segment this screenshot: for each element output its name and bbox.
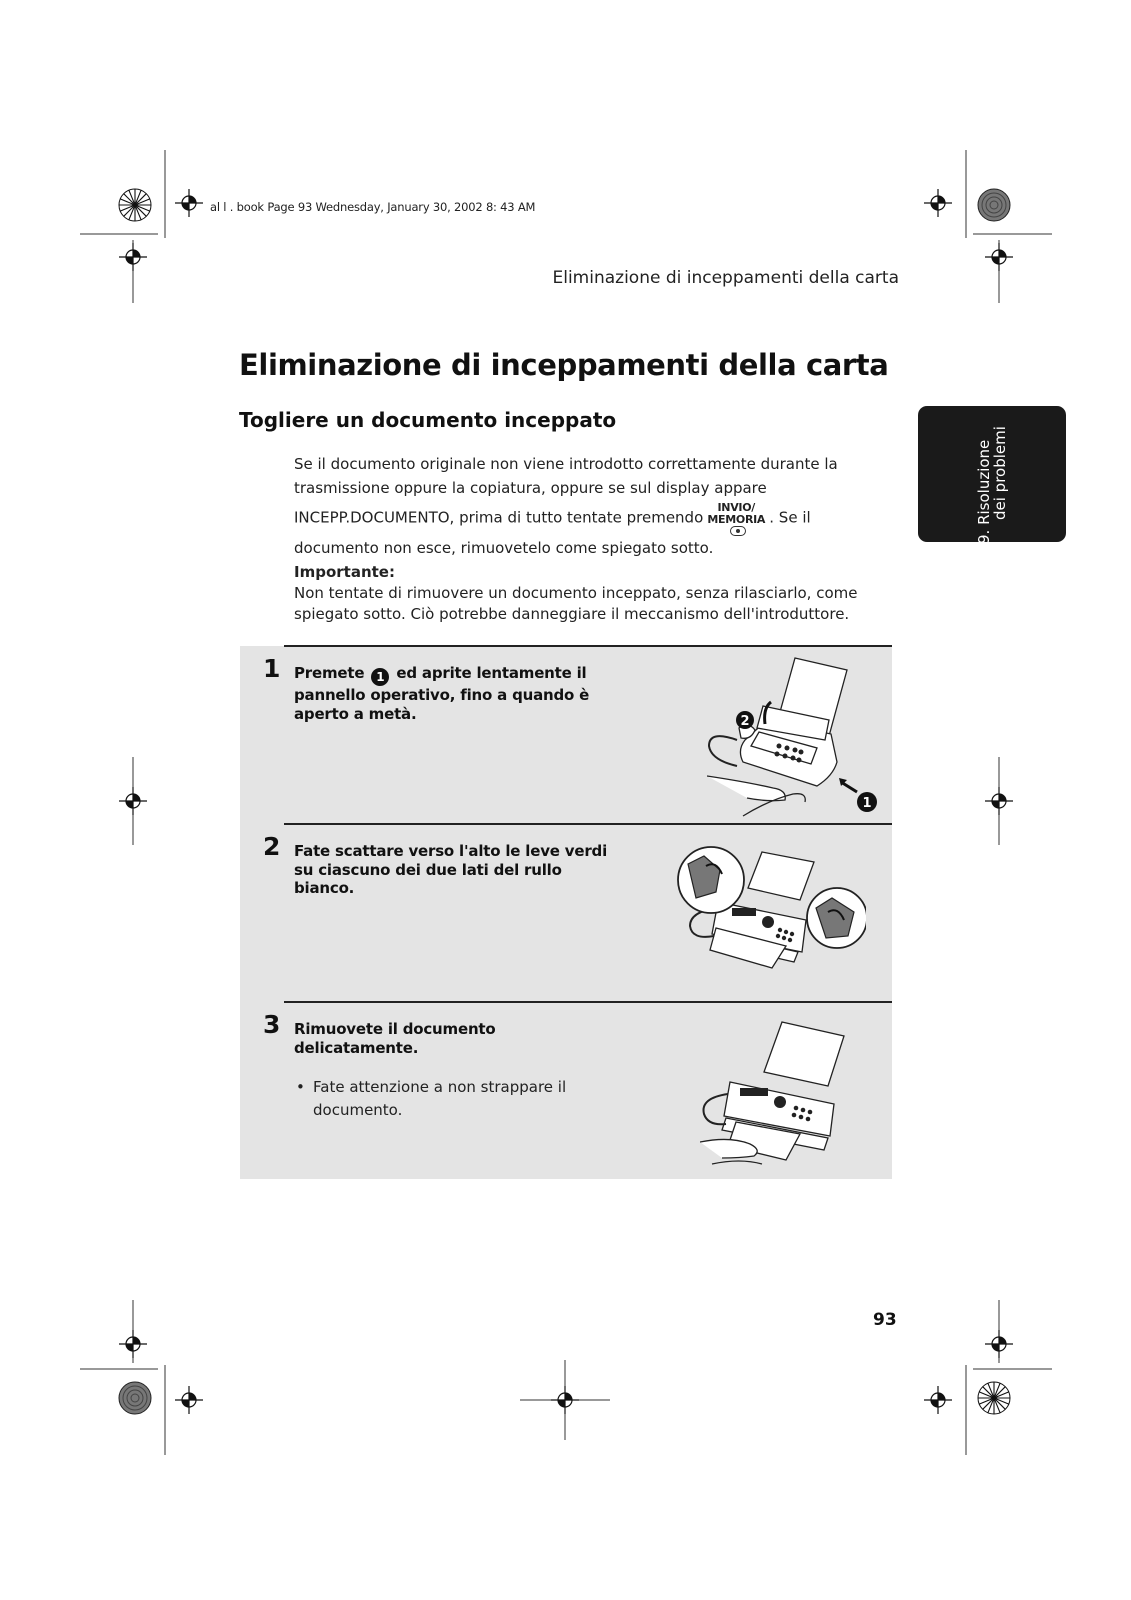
step-instruction: Fate scattare verso l'alto le leve verdi su ciascuno dei due lati del rullo bianco. — [294, 842, 608, 897]
page-title: Eliminazione di inceppamenti della carta — [239, 348, 889, 382]
important-label: Importante: — [294, 563, 395, 581]
intro-line: trasmissione oppure la copiatura, oppure se sul display appare — [294, 479, 767, 497]
callout-1: 1 — [862, 796, 872, 811]
page-number: 93 — [873, 1310, 897, 1330]
chapter-tab-line: 9. Risoluzione — [975, 439, 993, 544]
step-text: Premete — [294, 664, 365, 682]
step-number: 2 — [263, 832, 281, 861]
step-divider — [284, 823, 892, 825]
running-header: Eliminazione di inceppamenti della carta — [552, 268, 899, 288]
intro-line: Se il documento originale non viene introdotto correttamente durante la — [294, 455, 838, 473]
key-label-top: INVIO/ — [717, 501, 755, 514]
marker-1-icon: 1 — [371, 668, 389, 686]
key-indicator-icon — [730, 526, 746, 536]
step-number: 3 — [263, 1010, 281, 1039]
invio-memoria-key-icon — [707, 500, 765, 536]
chapter-tab-line: dei problemi — [991, 426, 1009, 520]
bullet-icon: • — [296, 1078, 305, 1096]
intro-paragraph — [294, 452, 869, 560]
chapter-tab-label — [976, 404, 1008, 544]
fax-open-panel-illustration — [707, 650, 882, 820]
step-divider — [284, 1001, 892, 1003]
chapter-tab — [918, 406, 1066, 542]
key-label-bottom: MEMORIA — [707, 513, 766, 526]
step-instruction — [294, 664, 614, 723]
fax-remove-document-illustration — [700, 1018, 860, 1168]
important-text: Non tentate di rimuovere un documento inceppato, senza rilasciarlo, come spiegato sotto. Ciò potrebbe danneggiare il meccanismo dell'introduttore. — [294, 584, 858, 623]
important-note — [294, 562, 894, 625]
fax-green-levers-illustration — [676, 842, 866, 982]
intro-line — [294, 500, 869, 536]
bullet-text: Fate attenzione a non strappare il documento. — [313, 1078, 567, 1119]
step-instruction: Rimuovete il documento delicatamente. — [294, 1020, 496, 1057]
step-number: 1 — [263, 654, 281, 683]
callout-2: 2 — [740, 714, 750, 729]
intro-text: . Se il — [769, 508, 811, 527]
step-text: ed aprite lentamente il pannello operativo, fino a quando è aperto a metà. — [294, 664, 590, 723]
intro-line: documento non esce, rimuovetelo come spiegato sotto. — [294, 539, 714, 557]
intro-text: INCEPP.DOCUMENTO, prima di tutto tentate premendo — [294, 508, 704, 527]
section-title: Togliere un documento inceppato — [239, 408, 617, 432]
print-slug-line: al l . book Page 93 Wednesday, January 30, 2002 8: 43 AM — [210, 200, 536, 214]
step-divider — [284, 645, 892, 647]
